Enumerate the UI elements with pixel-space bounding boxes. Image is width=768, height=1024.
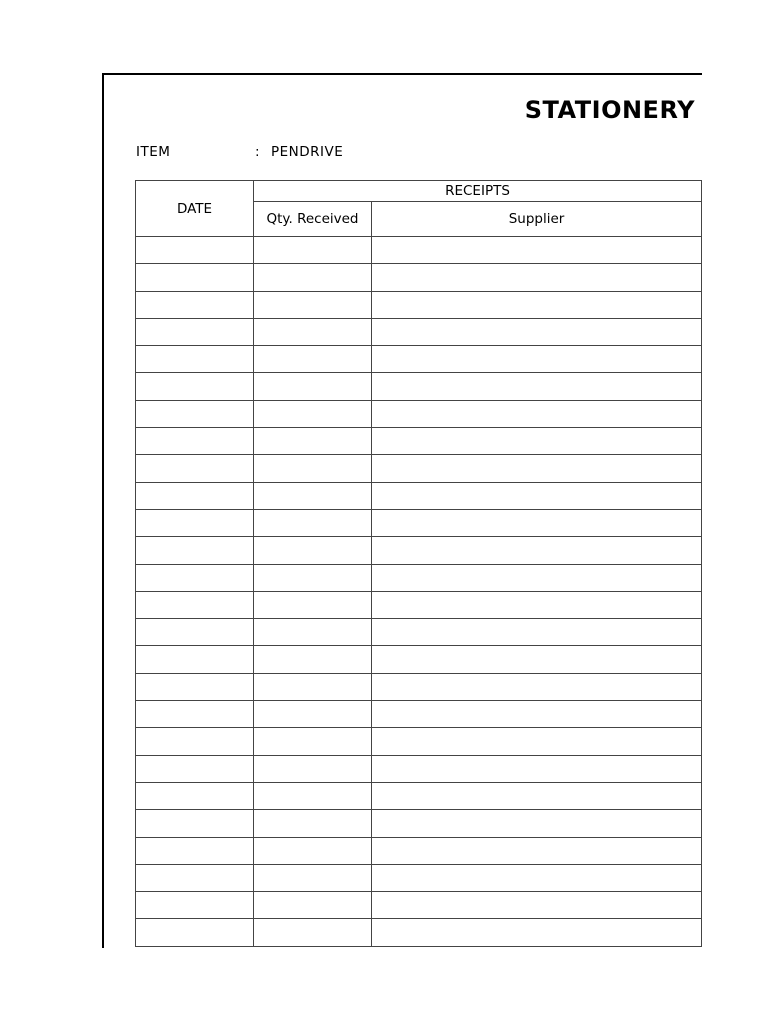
- supplier-cell: [372, 455, 702, 482]
- item-label: ITEM: [136, 144, 171, 160]
- receipts-group-header: RECEIPTS: [254, 181, 702, 202]
- document-title: STATIONERY: [524, 96, 695, 124]
- qty-received-cell: [254, 237, 372, 264]
- table-row: [136, 264, 702, 291]
- qty-received-cell: [254, 318, 372, 345]
- table-row: [136, 755, 702, 782]
- page-frame-top-border: [102, 73, 702, 75]
- qty-received-cell: [254, 919, 372, 946]
- date-cell: [136, 400, 254, 427]
- supplier-cell: [372, 646, 702, 673]
- table-row: [136, 728, 702, 755]
- supplier-column-header: Supplier: [372, 202, 702, 237]
- supplier-cell: [372, 619, 702, 646]
- supplier-cell: [372, 673, 702, 700]
- table-row: [136, 673, 702, 700]
- date-cell: [136, 619, 254, 646]
- supplier-cell: [372, 428, 702, 455]
- qty-received-column-header: Qty. Received: [254, 202, 372, 237]
- supplier-cell: [372, 264, 702, 291]
- qty-received-cell: [254, 782, 372, 809]
- item-value: PENDRIVE: [271, 144, 344, 160]
- supplier-cell: [372, 318, 702, 345]
- supplier-cell: [372, 237, 702, 264]
- table-row: [136, 919, 702, 946]
- date-cell: [136, 810, 254, 837]
- table-row: [136, 701, 702, 728]
- qty-received-cell: [254, 346, 372, 373]
- date-cell: [136, 591, 254, 618]
- qty-received-cell: [254, 428, 372, 455]
- table-row: [136, 564, 702, 591]
- qty-received-cell: [254, 837, 372, 864]
- date-cell: [136, 837, 254, 864]
- table-row: [136, 810, 702, 837]
- table-row: [136, 291, 702, 318]
- date-cell: [136, 482, 254, 509]
- table-row: [136, 455, 702, 482]
- qty-received-cell: [254, 400, 372, 427]
- date-cell: [136, 919, 254, 946]
- supplier-cell: [372, 537, 702, 564]
- qty-received-cell: [254, 701, 372, 728]
- stock-register-table: [135, 180, 702, 947]
- date-cell: [136, 537, 254, 564]
- table-row: [136, 400, 702, 427]
- date-cell: [136, 646, 254, 673]
- date-column-header: DATE: [136, 181, 254, 237]
- table-row: [136, 591, 702, 618]
- supplier-cell: [372, 482, 702, 509]
- supplier-cell: [372, 400, 702, 427]
- date-cell: [136, 509, 254, 536]
- table-row: [136, 837, 702, 864]
- date-cell: [136, 318, 254, 345]
- supplier-cell: [372, 346, 702, 373]
- date-cell: [136, 346, 254, 373]
- date-cell: [136, 782, 254, 809]
- qty-received-cell: [254, 810, 372, 837]
- date-cell: [136, 673, 254, 700]
- table-body: [136, 237, 702, 947]
- qty-received-cell: [254, 619, 372, 646]
- date-cell: [136, 864, 254, 891]
- supplier-cell: [372, 701, 702, 728]
- table-row: [136, 782, 702, 809]
- date-cell: [136, 755, 254, 782]
- supplier-cell: [372, 728, 702, 755]
- qty-received-cell: [254, 728, 372, 755]
- qty-received-cell: [254, 892, 372, 919]
- supplier-cell: [372, 782, 702, 809]
- qty-received-cell: [254, 291, 372, 318]
- supplier-cell: [372, 591, 702, 618]
- supplier-cell: [372, 373, 702, 400]
- table-row: [136, 619, 702, 646]
- qty-received-cell: [254, 564, 372, 591]
- date-cell: [136, 455, 254, 482]
- qty-received-cell: [254, 537, 372, 564]
- supplier-cell: [372, 864, 702, 891]
- qty-received-cell: [254, 755, 372, 782]
- supplier-cell: [372, 755, 702, 782]
- qty-received-cell: [254, 646, 372, 673]
- table-row: [136, 428, 702, 455]
- table-header: [136, 181, 702, 237]
- qty-received-cell: [254, 373, 372, 400]
- supplier-cell: [372, 892, 702, 919]
- page-frame-left-border: [102, 73, 104, 948]
- date-cell: [136, 728, 254, 755]
- supplier-cell: [372, 837, 702, 864]
- table-row: [136, 237, 702, 264]
- table-row: [136, 864, 702, 891]
- date-cell: [136, 291, 254, 318]
- supplier-cell: [372, 509, 702, 536]
- qty-received-cell: [254, 264, 372, 291]
- table-row: [136, 646, 702, 673]
- date-cell: [136, 892, 254, 919]
- date-cell: [136, 237, 254, 264]
- date-cell: [136, 428, 254, 455]
- date-cell: [136, 564, 254, 591]
- supplier-cell: [372, 919, 702, 946]
- qty-received-cell: [254, 482, 372, 509]
- supplier-cell: [372, 291, 702, 318]
- supplier-cell: [372, 564, 702, 591]
- item-separator: :: [255, 144, 260, 160]
- qty-received-cell: [254, 673, 372, 700]
- qty-received-cell: [254, 455, 372, 482]
- table-row: [136, 892, 702, 919]
- table-row: [136, 482, 702, 509]
- qty-received-cell: [254, 864, 372, 891]
- table-row: [136, 537, 702, 564]
- table-row: [136, 373, 702, 400]
- table-row: [136, 346, 702, 373]
- qty-received-cell: [254, 509, 372, 536]
- table-row: [136, 509, 702, 536]
- date-cell: [136, 264, 254, 291]
- qty-received-cell: [254, 591, 372, 618]
- date-cell: [136, 701, 254, 728]
- supplier-cell: [372, 810, 702, 837]
- date-cell: [136, 373, 254, 400]
- table-row: [136, 318, 702, 345]
